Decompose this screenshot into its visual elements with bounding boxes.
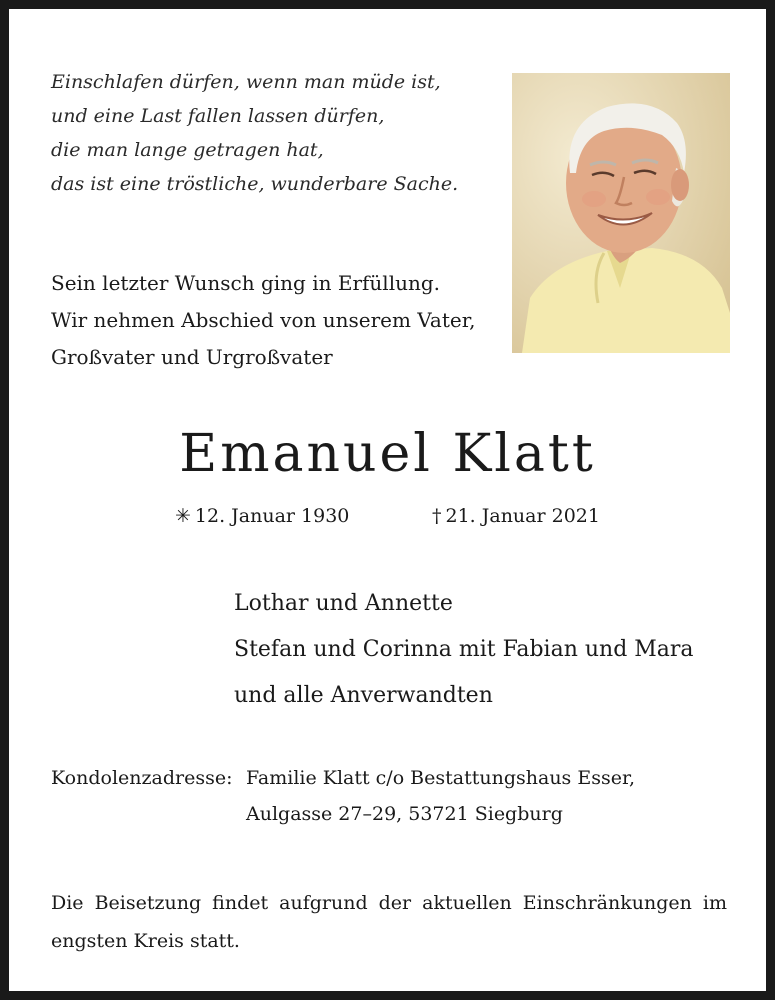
death-date-line bbox=[432, 501, 600, 531]
mourner-line: Lothar und Annette bbox=[234, 591, 453, 616]
funeral-notice: Die Beisetzung findet aufgrund der aktuellen Einschränkungen im engsten Kreis statt. bbox=[51, 892, 727, 952]
poem-line: das ist eine tröstliche, wunderbare Sache. bbox=[51, 173, 459, 195]
condolence-label: Kondolenzadresse: bbox=[51, 767, 233, 789]
intro-line: Großvater und Urgroßvater bbox=[51, 345, 333, 369]
death-date: 21. Januar 2021 bbox=[445, 505, 600, 527]
mourner-line: und alle Anverwandten bbox=[234, 683, 493, 708]
deceased-name: Emanuel Klatt bbox=[179, 424, 596, 484]
birth-date-line bbox=[175, 501, 349, 531]
mourner-line: Stefan und Corinna mit Fabian und Mara bbox=[234, 637, 694, 662]
poem-line: die man lange getragen hat, bbox=[51, 139, 324, 161]
intro-line: Wir nehmen Abschied von unserem Vater, bbox=[51, 308, 476, 332]
portrait-photo bbox=[512, 73, 730, 353]
poem bbox=[51, 65, 491, 201]
intro-text bbox=[51, 265, 501, 376]
portrait-illustration bbox=[512, 73, 730, 353]
intro-line: Sein letzter Wunsch ging in Erfüllung. bbox=[51, 271, 441, 295]
poem-line: Einschlafen dürfen, wenn man müde ist, bbox=[51, 71, 441, 93]
poem-line: und eine Last fallen lassen dürfen, bbox=[51, 105, 385, 127]
birth-star-icon: ✳ bbox=[175, 505, 191, 527]
mourners-list bbox=[234, 581, 754, 719]
death-cross-icon: † bbox=[432, 505, 442, 527]
condolence-address-line: Familie Klatt c/o Bestattungshaus Esser, bbox=[246, 767, 635, 789]
condolence-address-line: Aulgasse 27–29, 53721 Siegburg bbox=[246, 803, 563, 825]
birth-date: 12. Januar 1930 bbox=[194, 505, 350, 527]
